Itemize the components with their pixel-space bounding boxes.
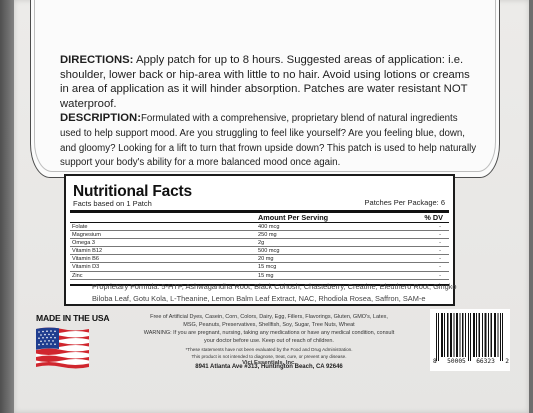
nutrient-dv: - — [439, 232, 441, 239]
allergen-line: Free of Artificial Dyes, Casein, Corn, Colors, Dairy, Egg, Fillers, Flavorings, Gluten, GMO's, Latex, — [150, 314, 388, 320]
nutrient-name: Omega 3 — [72, 240, 96, 247]
us-flag-icon — [34, 325, 91, 371]
allergen-warning-block — [104, 314, 434, 368]
directions-paragraph — [60, 53, 480, 111]
nutrient-dv: - — [439, 272, 441, 279]
nutrient-amount: 15 mg — [258, 272, 274, 279]
daily-value-header: % DV — [424, 213, 443, 222]
description-label: DESCRIPTION: — [60, 112, 141, 125]
nutrient-amount: 20 mg — [258, 256, 274, 263]
directions-text: Apply patch for up to 8 hours. Suggested areas of application: i.e. shoulder, lower back or hip-area with little to no hair. Avoid using lotions or creams in area of application as it will hinder absorption. Patches are water resistant NOT waterproof. — [60, 54, 470, 110]
nutrient-name: Magnesium — [72, 232, 101, 239]
allergen-line: MSG, Peanuts, Preservatives, Shellfish, Soy, Sugar, Tree Nuts, Wheat — [183, 321, 355, 328]
directions-block — [60, 53, 480, 170]
nutrition-row — [70, 263, 449, 271]
fda-disclaimer: *These statements have not been evaluated by the Food and Drug Administration. — [185, 346, 353, 352]
nutrition-title: Nutritional Facts — [73, 183, 192, 200]
nutrient-amount: 500 mcg — [258, 248, 280, 255]
nutrient-name: Vitamin D3 — [72, 264, 100, 271]
nutrient-name: Vitamin B12 — [72, 248, 103, 255]
nutrient-name: Folate — [72, 224, 88, 230]
nutrient-dv: - — [439, 240, 441, 247]
made-in-usa-label: MADE IN THE USA — [36, 313, 110, 323]
nutrient-name: Vitamin B6 — [72, 256, 99, 263]
nutrition-row — [70, 239, 449, 247]
warning-line: your doctor before use. Keep out of reach of children. — [204, 337, 334, 344]
amount-per-serving-header: Amount Per Serving — [258, 213, 329, 222]
nutrient-amount: 400 mcg — [258, 224, 280, 230]
company-name: Vici Essentials, Inc. — [242, 359, 296, 366]
directions-label: DIRECTIONS: — [60, 54, 134, 66]
nutrition-row — [70, 272, 449, 280]
proprietary-formula: Proprietary Formula: 5-HTP, Ashwagandha Root, Black Cohosh, Chasteberry, Creatine, Eleuthero Root, Gingko Biloba Leaf, Gotu Kola, L-Theanine, Lemon Balm Leaf Extract, NAC, Rhodiola Rosea, Saffron, SAM-e — [92, 282, 457, 303]
nutrient-amount: 2g — [258, 240, 265, 247]
barcode-digit-group: 2 — [505, 358, 509, 365]
description-paragraph — [60, 111, 480, 169]
nutrition-row — [70, 231, 449, 239]
barcode-digit-group: 8 — [433, 358, 437, 365]
warning-line: WARNING: If you are pregnant, nursing, taking any medications or have any medical condition, consult — [143, 329, 395, 336]
nutrition-rows — [70, 223, 449, 280]
patches-per-package: Patches Per Package: 6 — [364, 198, 445, 207]
nutrition-row — [70, 223, 449, 231]
nutrient-amount: 15 mcg — [258, 264, 277, 271]
nutrient-dv: - — [439, 256, 441, 263]
barcode-digit-group: 50005 — [447, 358, 466, 365]
fda-disclaimer: This product is not intended to diagnose, treat, cure, or prevent any disease. — [191, 353, 347, 359]
nutrient-amount: 250 mg — [258, 232, 277, 239]
nutrient-dv: - — [439, 264, 441, 271]
nutrition-row — [70, 255, 449, 263]
company-address: 8941 Atlanta Ave #313, Huntington Beach, CA 92646 — [195, 364, 343, 370]
nutrient-dv: - — [439, 248, 441, 255]
barcode-digit-group: 66323 — [476, 358, 495, 365]
nutrient-name: Zinc — [72, 272, 83, 279]
nutrition-subtitle: Facts based on 1 Patch — [73, 199, 152, 208]
barcode-digits — [431, 358, 511, 365]
nutrition-row — [70, 247, 449, 255]
nutrient-dv: - — [439, 224, 441, 230]
description-text: Formulated with a comprehensive, proprietary blend of natural ingredients used to help support mood. Are you struggling to feel like yourself? Are you feeling blue, down, and gloomy? Looking for a lift to turn that frown upside down? This patch is used to help naturally support your body's ability for a more balanced mood once again. — [60, 113, 477, 169]
